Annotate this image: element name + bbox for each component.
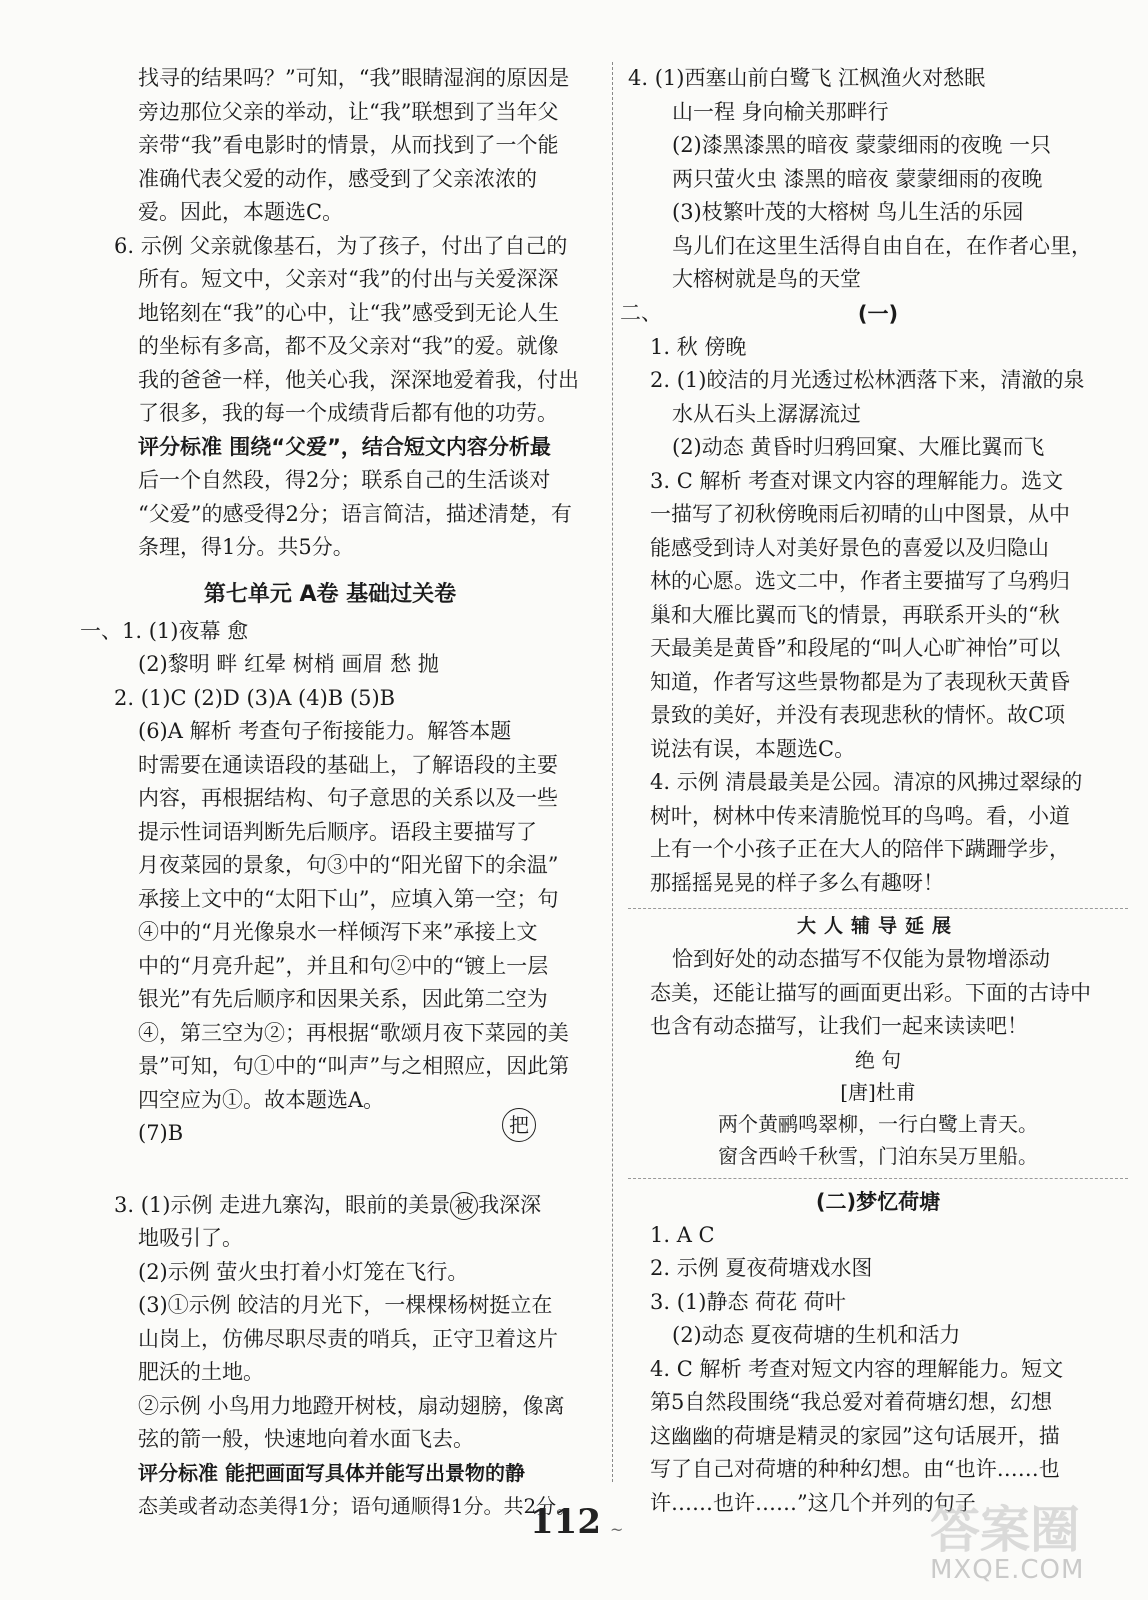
q3-line: 态美或者动态美得1分；语句通顺得1分。共2分。 <box>138 1494 577 1518</box>
s2-line: 巢和大雁比翼而飞的情景，再联系开头的“秋 <box>650 602 1060 627</box>
q3-line-b: 我深深 <box>478 1192 542 1217</box>
s2-line: 4. 示例 清晨最美是公园。清凉的风拂过翠绿的 <box>650 770 1083 794</box>
q6-line: 评分标准 围绕“父爱”，结合短文内容分析最 <box>138 434 551 459</box>
s2-line: 1. 秋 傍晚 <box>650 334 747 359</box>
page-number-flourish: ~ <box>610 1520 624 1539</box>
s2-line: 林的心愿。选文二中，作者主要描写了乌鸦归 <box>650 569 1070 593</box>
q6-line: 地铭刻在“我”的心中，让“我”感受到无论人生 <box>138 300 559 325</box>
s2-line: 景致的美好，并没有表现悲秋的情怀。故C项 <box>650 703 1066 727</box>
q3-line: 评分标准 能把画面写具体并能写出景物的静 <box>138 1460 525 1485</box>
s2-line: 树叶，树林中传来清脆悦耳的鸟鸣。看，小道 <box>650 803 1070 828</box>
s1-line: 内容，再根据结构、句子意思的关系以及一些 <box>138 786 558 810</box>
q6-line: 所有。短文中，父亲对“我”的付出与关爱深深 <box>138 267 559 291</box>
text-line: 旁边那位父亲的举动，让“我”联想到了当年父 <box>138 99 559 124</box>
text-line: 找寻的结果吗？”可知，“我”眼睛湿润的原因是 <box>138 66 570 90</box>
s2-line: 能感受到诗人对美好景色的喜爱以及归隐山 <box>650 535 1049 560</box>
s2-line: 一描写了初秋傍晚雨后初晴的山中图景，从中 <box>650 502 1070 526</box>
s2-line: 水从石头上潺潺流过 <box>672 401 861 426</box>
s3-line: 写了自己对荷塘的种种幻想。由“也许……也 <box>650 1457 1060 1481</box>
s1-line: 景”可知，句①中的“叫声”与之相照应，因此第 <box>138 1054 570 1078</box>
s2-line: 3. C 解析 考查对课文内容的理解能力。选文 <box>650 468 1064 493</box>
s1-line: 银光”有先后顺序和因果关系，因此第二空为 <box>138 987 548 1011</box>
text-line: 爱。因此，本题选C。 <box>138 200 344 224</box>
unit-title: 第七单元 A卷 基础过关卷 <box>203 581 457 607</box>
s2-line: 天最美是黄昏”和段尾的“叫人心旷神怡”可以 <box>650 636 1061 660</box>
text-line: 准确代表父爱的动作，感受到了父亲浓浓的 <box>138 166 537 191</box>
page-number: 112 <box>530 1502 601 1542</box>
q4-line: (3)枝繁叶茂的大榕树 鸟儿生活的乐园 <box>672 200 1024 224</box>
s3-line: 第5自然段围绕“我总爱对着荷塘幻想，幻想 <box>650 1390 1053 1414</box>
q6-line: 后一个自然段，得2分；联系自己的生活谈对 <box>138 468 551 492</box>
poem-line: 窗含西岭千秋雪，门泊东吴万里船。 <box>718 1143 1038 1168</box>
left-column <box>60 62 600 1524</box>
s3-line: 3. (1)静态 荷花 荷叶 <box>650 1289 846 1314</box>
q3-line: (2)示例 萤火虫打着小灯笼在飞行。 <box>138 1259 469 1284</box>
poem-title: 绝 句 <box>854 1047 902 1072</box>
text-line: 亲带“我”看电影时的情景，从而找到了一个能 <box>138 133 559 157</box>
q6-line: 条理，得1分。共5分。 <box>138 535 354 559</box>
spacer <box>60 1151 600 1189</box>
s1-line: 2. (1)C (2)D (3)A (4)B (5)B <box>114 685 396 710</box>
s1-line: 月夜菜园的景象，句③中的“阳光留下的余温” <box>138 853 559 877</box>
q6-line: “父爱”的感受得2分；语言简洁，描述清楚，有 <box>138 501 572 526</box>
s3-line: (2)动态 夏夜荷塘的生机和活力 <box>672 1323 961 1347</box>
q6-line: 的坐标有多高，都不及父亲对“我”的爱。就像 <box>138 334 559 358</box>
s1-line: 中的“月亮升起”，并且和句②中的“镀上一层 <box>138 953 549 978</box>
s1-line: ④中的“月光像泉水一样倾泻下来”承接上文 <box>138 920 538 944</box>
watermark-logo: 答案圈 <box>930 1501 1080 1559</box>
s1-line: (2)黎明 畔 红晕 树梢 画眉 愁 抛 <box>138 652 439 676</box>
q6-line: 了很多，我的每一个成绩背后都有他的功劳。 <box>138 401 558 425</box>
s3-line: 2. 示例 夏夜荷塘戏水图 <box>650 1256 873 1280</box>
s1-line: 四空应为①。故本题选A。 <box>138 1087 385 1112</box>
q4-line: 山一程 身向榆关那畔行 <box>672 99 889 124</box>
extension-box <box>628 908 1128 1179</box>
extension-bottom-rule <box>628 1172 1128 1179</box>
q4-line: 大榕树就是鸟的天堂 <box>672 267 861 291</box>
extension-line: 恰到好处的动态描写不仅能为景物增添动 <box>672 947 1050 971</box>
right-column <box>620 62 1128 1520</box>
s3-subtitle: (二)梦忆荷塘 <box>815 1189 941 1214</box>
q4-line: 鸟儿们在这里生活得自由自在，在作者心里， <box>672 233 1092 258</box>
s1-line: (6)A 解析 考查句子衔接能力。解答本题 <box>138 719 512 743</box>
extension-line: 态美，还能让描写的画面更出彩。下面的古诗中 <box>650 980 1091 1005</box>
s2-header <box>620 297 1128 331</box>
s3-line: 1. A C <box>650 1222 715 1247</box>
s1-line: 一、1. (1)夜幕 愈 <box>80 618 249 643</box>
q3-line: ②示例 小鸟用力地蹬开树枝，扇动翅膀，像离 <box>138 1393 565 1418</box>
column-divider <box>612 62 613 1482</box>
s2-line: 那摇摇晃晃的样子多么有趣呀！ <box>650 870 944 895</box>
q4-line: 两只萤火虫 漆黑的暗夜 蒙蒙细雨的夜晚 <box>672 166 1043 191</box>
q3-line <box>60 1189 600 1223</box>
correction-mark: 把 <box>502 1108 536 1142</box>
s1-line: (7)B <box>138 1121 184 1145</box>
s2-line: (2)动态 黄昏时归鸦回窠、大雁比翼而飞 <box>672 435 1045 459</box>
q3-line: (3)①示例 皎洁的月光下，一棵棵杨树挺立在 <box>138 1293 553 1317</box>
s1-line: ④，第三空为②；再根据“歌颂月夜下菜园的美 <box>138 1020 569 1045</box>
poem-author: [唐]杜甫 <box>840 1079 916 1104</box>
poem-line: 两个黄鹂鸣翠柳，一行白鹭上青天。 <box>718 1111 1038 1136</box>
q4-line: 4. (1)西塞山前白鹭飞 江枫渔火对愁眠 <box>628 66 986 90</box>
circled-char: 被 <box>450 1192 478 1220</box>
s1-line: 承接上文中的“太阳下山”，应填入第一空；句 <box>138 886 559 911</box>
s2-subtitle: (一) <box>857 301 899 326</box>
s1-line: 时需要在通读语段的基础上，了解语段的主要 <box>138 752 558 777</box>
q3-line: 肥沃的土地。 <box>138 1360 264 1384</box>
q6-line: 6. 示例 父亲就像基石，为了孩子，付出了自己的 <box>114 233 568 258</box>
extension-line: 也含有动态描写，让我们一起来读读吧！ <box>650 1014 1028 1038</box>
extension-title: 大人辅导延展 <box>796 915 959 937</box>
s1-line: 提示性词语判断先后顺序。语段主要描写了 <box>138 819 537 844</box>
watermark-url: MXQE.COM <box>930 1555 1085 1585</box>
q3-line-a: 3. (1)示例 走进九寨沟，眼前的美景 <box>114 1192 451 1217</box>
s2-line: 说法有误，本题选C。 <box>650 736 856 761</box>
q3-line: 山岗上，仿佛尽职尽责的哨兵，正守卫着这片 <box>138 1326 558 1351</box>
q3-line: 弦的箭一般，快速地向着水面飞去。 <box>138 1427 474 1451</box>
s2-line: 知道，作者写这些景物都是为了表现秋天黄昏 <box>650 669 1070 694</box>
q4-line: (2)漆黑漆黑的暗夜 蒙蒙细雨的夜晚 一只 <box>672 133 1052 157</box>
s2-line: 2. (1)皎洁的月光透过松林洒落下来，清澈的泉 <box>650 368 1085 392</box>
q6-line: 我的爸爸一样，他关心我，深深地爱着我，付出 <box>138 367 579 392</box>
s3-line: 这幽幽的荷塘是精灵的家园”这句话展开，描 <box>650 1423 1060 1448</box>
s2-line: 上有一个小孩子正在大人的陪伴下蹒跚学步， <box>650 837 1070 861</box>
s3-line: 许……也许……”这几个并列的句子 <box>650 1490 976 1515</box>
s2-label: 二、 <box>620 300 662 325</box>
s3-line: 4. C 解析 考查对短文内容的理解能力。短文 <box>650 1356 1064 1381</box>
q3-line: 地吸引了。 <box>138 1226 243 1250</box>
